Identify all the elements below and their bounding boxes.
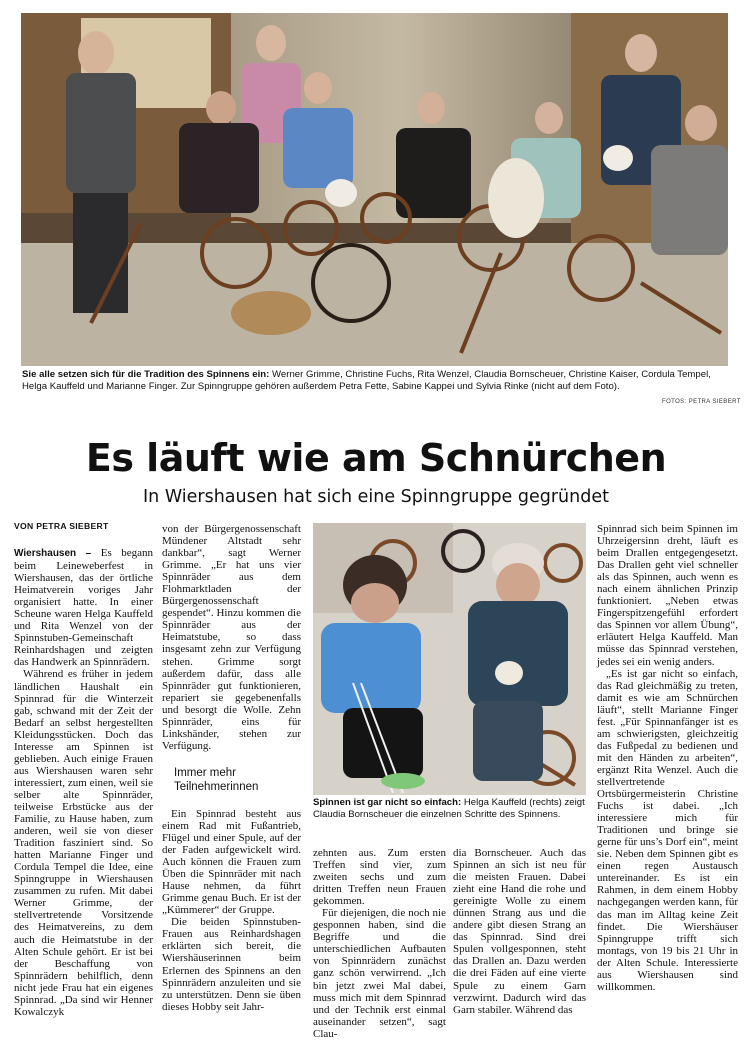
article-column-3: [313, 847, 446, 1040]
middle-caption-text: Helga Kauffeld (rechts) zeigt Claudia Bornscheuer die einzelnen Schritte des Spinnens.: [313, 797, 585, 821]
byline: VON PETRA SIEBERT: [14, 521, 109, 531]
intertitle-line-1: Immer mehr: [174, 766, 236, 779]
column-1-text-1: Es begann beim Leineweberfest in Wiershausen, das der örtliche Heimatverein voriges Jahr organisiert hatte. In einer Scheune waren Helga Kauffeld und Rita Wenzel von der Spinnstuben-Gemeinschaft Reinhardshagen und zeigten das Handwerk an Spinnrädern.: [14, 547, 154, 669]
column-5-paragraph-1: Spinnrad sich beim Spinnen im Uhrzeigersinn dreht, läuft es beim Drallen entgegengesetzt. Das Drallen geht viel schneller als das Spinnen, auch wenn es nach einem ähnlichen Prinzip funktioniert. „Neben etwas Fingerspitzengefühl erfordert das Spinnen vor allem Übung“, erläutert Helga Kauffeld. Man müsse das Spinnrad verstehen, jedes sei ein wenig anders.: [597, 523, 738, 668]
middle-photo-caption: [313, 797, 586, 822]
middle-caption-lead: Spinnen ist gar nicht so einfach:: [313, 797, 462, 808]
photo-credit: FOTOS: PETRA SIEBERT: [662, 399, 741, 405]
dateline: Wiershausen –: [14, 548, 92, 559]
column-5-paragraph-2: „Es ist gar nicht so einfach, das Rad gleichmäßig zu treten, damit es wie am Schnürchen läuft“, stellt Marianne Finger fest. „Für Spinnanfänger ist es am schwierigsten, gleichzeitig das Fußpedal zu bedienen und mit den Händen zu arbeiten“, ergänzt Rita Wenzel. Auch die stellvertretende Ortsbürgermeisterin Christine Fuchs ist dabei. „Ich interessiere mich für Traditionen und bringe sie gerne für uns’s Dorf ein“, meint sie. Neben dem Spinnen gibt es einen regen Austausch untereinander. Es ist ein Rahmen, in dem einem Hobby nachgegangen werden kann, für das man im Alltag keine Zeit findet. Die Wiershäuser Spinngruppe trifft sich montags, von 19 bis 21 Uhr in der Alten Schule. Interessierte aus Wiershausen sind willkommen.: [597, 667, 738, 993]
group-photo: [21, 13, 728, 366]
spinning-lesson-photo: [313, 523, 586, 795]
top-caption-text: Werner Grimme, Christine Fuchs, Rita Wenzel, Claudia Bornscheuer, Christine Kaiser, Cordula Tempel, Helga Kauffeld und Marianne Finger. Zur Spinngruppe gehören außerdem Petra Fette, Sabine Kappei und Sylvia Rinke (nicht auf dem Foto).: [22, 369, 711, 393]
subheadline: In Wiershausen hat sich eine Spinngruppe gegründet: [143, 487, 609, 507]
column-2-paragraph-1: von der Bürgergenossenschaft Mündener Altstadt sehr dankbar“, sagt Werner Grimme. „Er hat uns vier Spinnräder aus dem Flohmarktladen der Bürgergenossenschaft gespendet“. Hinzu kommen die Spinnräder aus der Heimatstube, so dass insgesamt zehn zur Verfügung stehen. Grimme sorgt außerdem dafür, dass alle Spinnräder gut funktionieren, repariert sie gegebenenfalls und besorgt die Wolle. Zehn Spinnräder, eins für Linkshänder, stehen zur Verfügung.: [162, 523, 301, 752]
column-4-paragraph-1: dia Bornscheuer. Auch das Spinnen an sich ist neu für die meisten Frauen. Dabei zieht eine Hand die rohe und gereinigte Wolle zu einem dünnen Strang aus und die andere gibt diesen Strang an das Spinnrad. Sind drei Spulen vollgesponnen, steht das Drallen an. Dazu werden die drei Fäden auf eine vierte Spule zu einem Garn verzwirnt. Dadurch wird das Garn stabiler. Während das: [453, 847, 586, 1016]
group-photo-illustration: [21, 13, 728, 366]
column-1-paragraph-2: Während es früher in jedem ländlichen Haushalt ein Spinnrad für die Winterzeit gab, schwand mit der Zeit der Bedarf an selbst hergestellten Kleidungsstücken. Doch das Interesse am Spinnen ist geblieben. Auch einige Frauen aus Wiershausen waren sehr interessiert, zum einen, weil sie selber alte Spinnräder, teilweise Erbstücke aus der Familie, zu Hause haben, zum anderen, weil sie von dieser Tradition fasziniert sind. So hatten Marianne Finger und Cordula Tempel die Idee, eine Spinngruppe in Wiershausen zusammen zu rufen. Mit dabei Werner Grimme, der stellvertretende Vorsitzende des Heimatvereins, zu dem auch die Heimatstube in der Alten Schule gehört. Er ist bei der Beschaffung von Spinnrädern behilflich, denn nicht jede Frau hat ein eigenes Spinnrad. „Da sind wir Henner Kowalczyk: [14, 668, 153, 1018]
intertitle-line-2: Teilnehmerinnen: [174, 780, 259, 793]
column-3-paragraph-1: zehnten aus. Zum ersten Treffen sind vier, zum zweiten sechs und zum dritten Treffen neun Frauen gekommen.: [313, 847, 446, 908]
column-3-paragraph-2: Für diejenigen, die noch nie gesponnen haben, sind die Begriffe und die unterschiedlichen Aufbauten von Spinnrädern zunächst ganz schön verwirrend. „Ich bin jetzt zwei Mal dabei, muss mich mit dem Spinnrad und der Technik erst einmal auseinander setzen“, sagt Clau-: [313, 907, 446, 1040]
spinning-lesson-illustration: [313, 523, 586, 795]
article-column-1: [14, 547, 153, 1017]
headline: Es läuft wie am Schnürchen: [85, 436, 667, 480]
article-column-2: [162, 523, 301, 1017]
column-2-paragraph-2: Ein Spinnrad besteht aus einem Rad mit Fußantrieb, Flügel und einer Spule, auf der der Faden aufgewickelt wird. Auch können die Frauen zum Üben die Spinnräder mit nach Hause nehmen, da führt Grimme genau Buch. Er ist der „Kümmerer“ der Gruppe.: [162, 807, 301, 917]
column-2-paragraph-3: Die beiden Spinnstuben-Frauen aus Reinhardshagen erklärten sich bereit, die Wiershäuserinnen beim Erlernen des Spinnens an den Spinnrädern anzuleiten und sie zu unterstützen. Denn sie üben dieses Hobby seit Jahr-: [162, 916, 301, 1013]
intertitle: [174, 766, 301, 794]
article-column-4: [453, 847, 586, 1017]
column-1-paragraph-1: [14, 547, 153, 668]
top-caption-lead: Sie alle setzen sich für die Tradition des Spinnens ein:: [22, 369, 270, 380]
article-column-5: [597, 523, 738, 1017]
top-photo-caption: [22, 369, 728, 394]
